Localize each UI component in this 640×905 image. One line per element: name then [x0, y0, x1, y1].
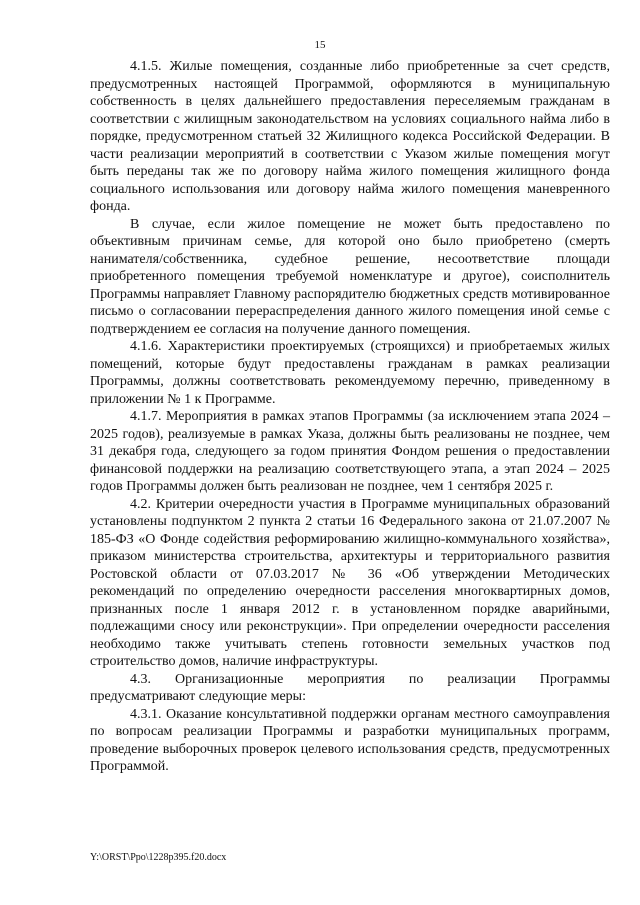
- paragraph-reallocation: В случае, если жилое помещение не может быть предоставлено по объективным причинам семье, для которой оно было приобретено (смерть нанимателя/собственника, судебное решение, несоответствие площади приобретенного помещения требуемой номенклатуре и другое), соисполнитель Программы направляет Главному распорядителю бюджетных средств мотивированное письмо о согласовании перераспределения данного жилого помещения иной семье с подтверждением ее согласия на получение данного помещения.: [90, 216, 610, 337]
- document-body: [90, 58, 610, 776]
- page-number: 15: [314, 39, 326, 51]
- paragraph-4-3: 4.3. Организационные мероприятия по реализации Программы предусматривают следующие меры:: [90, 671, 610, 704]
- paragraph-4-1-5: 4.1.5. Жилые помещения, созданные либо приобретенные за счет средств, предусмотренных настоящей Программой, оформляются в муниципальную собственность в целях дальнейшего предоставления переселяемым гражданам в соответствии с жилищным законодательством на условиях социального найма либо в порядке, предусмотренном статьей 32 Жилищного кодекса Российской Федерации. В части реализации мероприятий в соответствии с Указом жилые помещения могут быть переданы так же по договору найма жилого помещения жилищного фонда социального использования или договору найма жилого помещения маневренного фонда.: [90, 59, 610, 214]
- footer-file-path: Y:\ORST\Ppo\1228p395.f20.docx: [90, 852, 227, 863]
- paragraph-4-2: 4.2. Критерии очередности участия в Программе муниципальных образований установлены подпунктом 2 пункта 2 статьи 16 Федерального закона от 21.07.2007 № 185-ФЗ «О Фонде содействия реформированию жилищно-коммунального хозяйства», приказом министерства строительства, архитектуры и территориального развития Ростовской области от 07.03.2017 № 36 «Об утверждении Методических рекомендаций по определению очередности расселения многоквартирных домов, признанных после 1 января 2012 г. в установленном порядке аварийными, подлежащими сносу или реконструкции». При определении очередности расселения необходимо также учитывать степень готовности земельных участков под строительство домов, наличие инфраструктуры.: [90, 496, 610, 669]
- paragraph-4-3-1: 4.3.1. Оказание консультативной поддержки органам местного самоуправления по вопросам реализации Программы и разработки муниципальных программ, проведение выборочных проверок целевого использования средств, предусмотренных Программой.: [90, 706, 610, 774]
- paragraph-4-1-6: 4.1.6. Характеристики проектируемых (строящихся) и приобретаемых жилых помещений, которые будут предоставлены гражданам в рамках реализации Программы, должны соответствовать рекомендуемому перечню, приведенному в приложении № 1 к Программе.: [90, 339, 610, 407]
- paragraph-4-1-7: 4.1.7. Мероприятия в рамках этапов Программы (за исключением этапа 2024 – 2025 годов), реализуемые в рамках Указа, должны быть реализованы не позднее, чем 31 декабря года, следующего за годом принятия Фондом решения о предоставлении финансовой поддержки на реализацию соответствующего этапа, а этап 2024 – 2025 годов Программы должен быть реализован не позднее, чем 1 сентября 2025 г.: [90, 409, 610, 494]
